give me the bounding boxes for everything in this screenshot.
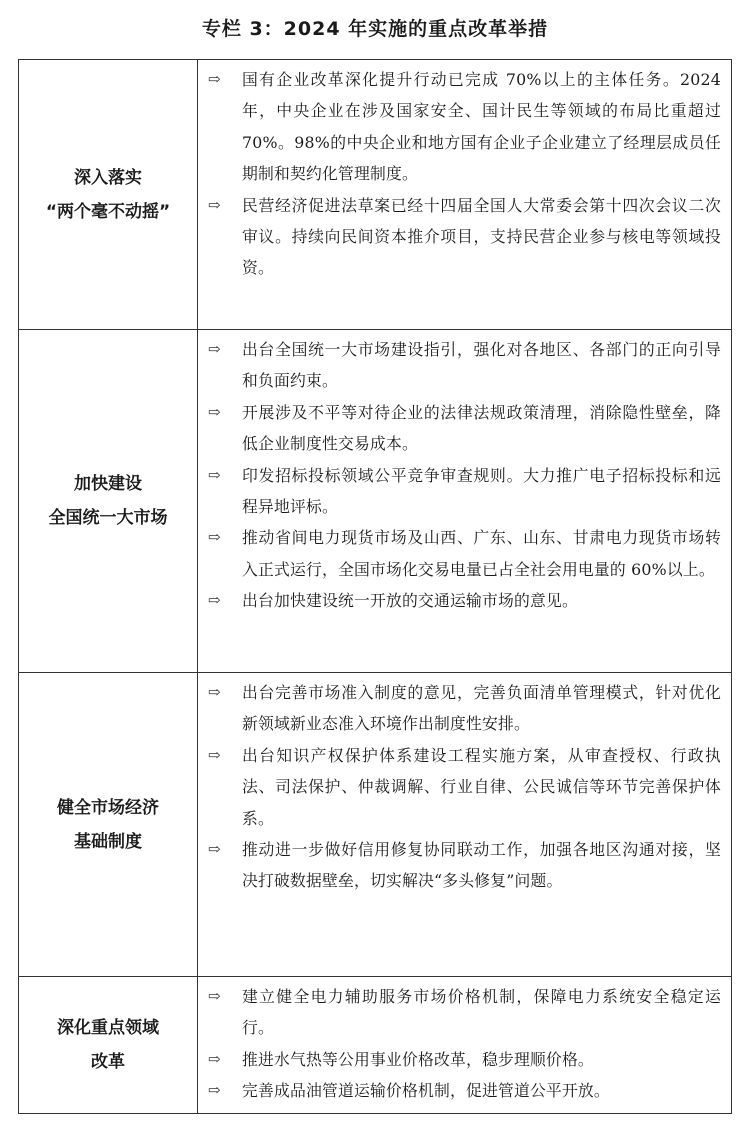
- list-item-text: 出台知识产权保护体系建设工程实施方案，从审查授权、行政执法、司法保护、仲裁调解、行业自律、公民诚信等环节完善保护体系。: [242, 745, 721, 828]
- list-item: [208, 1075, 721, 1106]
- list-item-text: 完善成品油管道运输价格机制，促进管道公平开放。: [242, 1081, 610, 1101]
- arrow-bullet-icon: ⇨: [208, 70, 221, 88]
- section-items: [198, 977, 732, 1114]
- list-item-text: 推动进一步做好信用修复协同联动工作，加强各地区沟通对接，坚决打破数据壁垒，切实解决“多头修复”问题。: [242, 840, 721, 891]
- list-item-text: 推动省间电力现货市场及山西、广东、山东、甘肃电力现货市场转入正式运行，全国市场化交易电量已占全社会用电量的 60%以上。: [242, 528, 721, 579]
- list-item: [208, 1044, 721, 1075]
- list-item-text: 推进水气热等公用事业价格改革，稳步理顺价格。: [242, 1049, 594, 1069]
- list-item: [208, 190, 721, 284]
- list-item: [208, 334, 721, 397]
- section-heading-line: 改革: [91, 1051, 125, 1072]
- section-heading-line: “两个毫不动摇”: [45, 201, 171, 222]
- arrow-bullet-icon: ⇨: [208, 1081, 221, 1100]
- list-item: [208, 740, 721, 834]
- page-title: 专栏 3：2024 年实施的重点改革举措: [201, 18, 549, 40]
- section-heading: [19, 977, 198, 1114]
- section-heading-line: 健全市场经济: [57, 797, 159, 818]
- list-item: [208, 460, 721, 523]
- list-item-text: 民营经济促进法草案已经十四届全国人大常委会第十四次会议二次审议。持续向民间资本推介项目，支持民营企业参与核电等领域投资。: [242, 195, 721, 278]
- list-item: [208, 981, 721, 1044]
- section-items: [198, 673, 732, 977]
- section-row: [19, 673, 732, 977]
- list-item: [208, 677, 721, 740]
- section-heading-line: 全国统一大市场: [48, 508, 168, 528]
- list-item: [208, 522, 721, 585]
- list-item: [208, 64, 721, 190]
- section-items: [198, 330, 732, 673]
- section-heading: [19, 60, 198, 330]
- arrow-bullet-icon: ⇨: [208, 1049, 221, 1068]
- arrow-bullet-icon: ⇨: [208, 195, 221, 214]
- list-item-text: 开展涉及不平等对待企业的法律法规政策清理，消除隐性壁垒，降低企业制度性交易成本。: [242, 402, 721, 454]
- section-heading-line: 深化重点领域: [57, 1017, 159, 1038]
- list-item-text: 国有企业改革深化提升行动已完成 70%以上的主体任务。2024 年，中央企业在涉及国家安全、国计民生等领域的布局比重超过 70%。98%的中央企业和地方国有企业子企业建立了经理层成员任期制和契约化管理制度。: [242, 70, 721, 184]
- section-heading-line: 基础制度: [74, 831, 142, 852]
- arrow-bullet-icon: ⇨: [208, 683, 221, 701]
- arrow-bullet-icon: ⇨: [208, 987, 221, 1005]
- section-heading-line: 加快建设: [74, 474, 142, 494]
- section-heading-line: 深入落实: [74, 167, 142, 188]
- arrow-bullet-icon: ⇨: [208, 591, 221, 610]
- arrow-bullet-icon: ⇨: [208, 340, 221, 358]
- arrow-bullet-icon: ⇨: [208, 840, 221, 859]
- list-item-text: 出台全国统一大市场建设指引，强化对各地区、各部门的正向引导和负面约束。: [242, 340, 721, 391]
- section-row: [19, 977, 732, 1114]
- section-row: [19, 330, 732, 673]
- arrow-bullet-icon: ⇨: [208, 402, 221, 421]
- list-item: [208, 585, 721, 616]
- section-row: [19, 60, 732, 330]
- list-item-text: 出台加快建设统一开放的交通运输市场的意见。: [242, 591, 578, 611]
- list-item-text: 建立健全电力辅助服务市场价格机制，保障电力系统安全稳定运行。: [242, 987, 721, 1038]
- list-item: [208, 834, 721, 897]
- section-items: [198, 60, 732, 330]
- arrow-bullet-icon: ⇨: [208, 465, 221, 484]
- list-item-text: 印发招标投标领域公平竞争审查规则。大力推广电子招标投标和远程异地评标。: [242, 465, 721, 517]
- arrow-bullet-icon: ⇨: [208, 528, 221, 547]
- section-heading: [19, 673, 198, 977]
- reform-measures-table: [18, 59, 732, 1114]
- arrow-bullet-icon: ⇨: [208, 745, 221, 764]
- list-item-text: 出台完善市场准入制度的意见，完善负面清单管理模式，针对优化新领域新业态准入环境作出制度性安排。: [242, 683, 721, 734]
- section-heading: [19, 330, 198, 673]
- list-item: [208, 397, 721, 460]
